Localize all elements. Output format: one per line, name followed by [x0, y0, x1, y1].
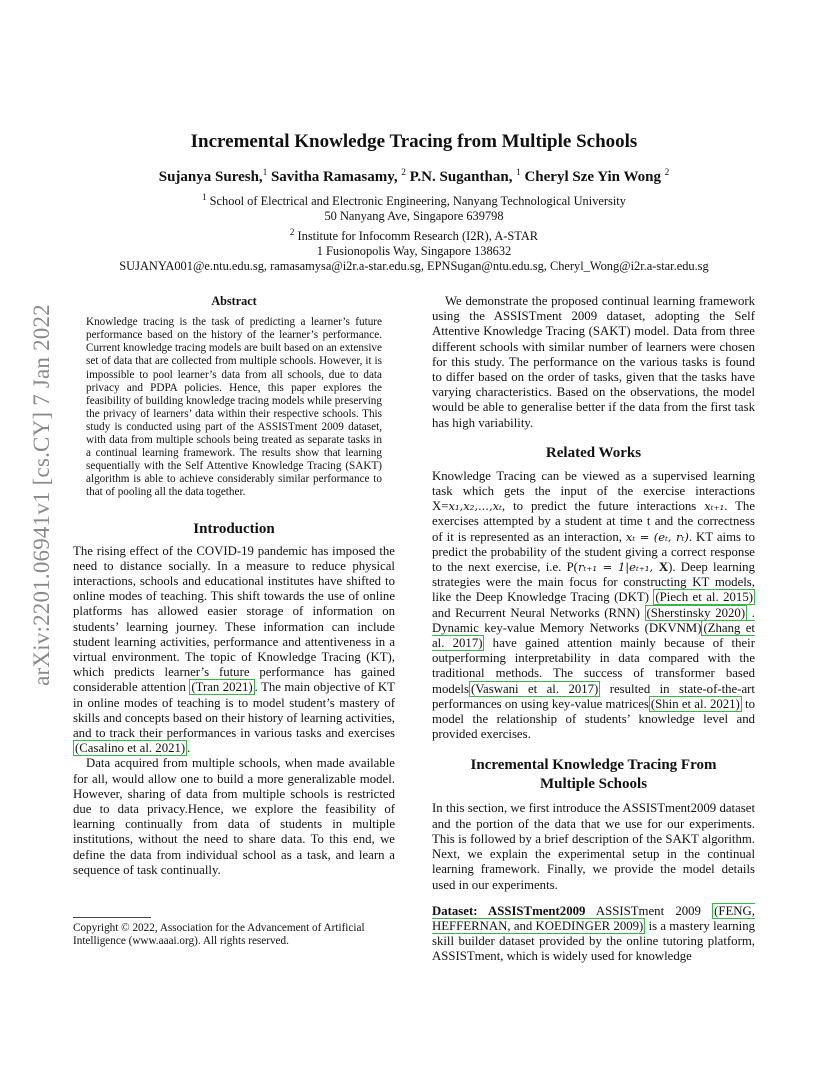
arxiv-identifier: [22, 295, 62, 695]
text-run: . The main objective of KT in online modes of teaching is to model student’s mastery of skills and concepts based on their history of learning activities, and to track their performances in various tasks and exercises: [73, 680, 395, 740]
intro-paragraph-1: [73, 544, 395, 757]
text-run: .: [187, 741, 191, 756]
text-run: . Dynamic key-value Memory Networks (DKVNM): [432, 605, 755, 635]
text-run: is a mastery learning skill builder dataset provided by the online tutoring platform, ASSISTment, which is widely used for knowledge: [432, 918, 755, 964]
dataset-label: Dataset: ASSISTment2009: [432, 903, 586, 918]
math-run: xₜ = (eₜ, rₜ): [625, 529, 689, 544]
footnote-text: Copyright © 2022, Association for the Advancement of Artificial Intelligence (www.aaai.org). All rights reserved.: [73, 922, 365, 948]
right-column: [432, 294, 755, 965]
footnote-rule: [73, 917, 151, 918]
text-run: ASSISTment 2009: [585, 903, 713, 918]
text-run: resulted in state-of-the-art performances on using key-value matrices: [432, 681, 755, 711]
affiliation-line: 1 Fusionopolis Way, Singapore 138632: [316, 243, 512, 258]
author-name: P.N. Suganthan,: [405, 169, 517, 185]
incremental-heading: [432, 756, 755, 794]
abstract-heading: Abstract: [211, 294, 257, 308]
math-bold: X: [658, 560, 669, 575]
affil-mark: 1: [202, 192, 207, 202]
affil-mark: 2: [664, 167, 670, 177]
intro-paragraph-2: Data acquired from multiple schools, when made available for all, would allow one to build a more generalizable model. However, sharing of data from multiple schools is restricted due to data privacy.Hence, we explore the feasibility of learning continually from data of students in multiple institutions, without the need to share data. To this end, we define the data from individual school as a task, and learn a sequence of task continually.: [73, 756, 395, 877]
citation-link[interactable]: (FENG, HEFFERNAN, and KOEDINGER 2009): [432, 903, 755, 933]
incremental-paragraph: In this section, we first introduce the ASSISTment2009 dataset and the portion of the data that we use for our experiments. This is followed by a brief description of the SAKT algorithm. Next, we explain the experimental setup in the continual learning framework. Finally, we provide the model details used in our experiments.: [432, 801, 755, 892]
author-name: Savitha Ramasamy,: [267, 169, 402, 185]
math-run: xₜ₊₁: [704, 499, 725, 514]
citation-link[interactable]: (Casalino et al. 2021): [75, 741, 186, 756]
affil-mark: 2: [401, 167, 406, 177]
copyright-footnote: [73, 917, 395, 949]
text-run: . The exercises attempted by a student at time t and the correctness of it is represented as an interaction,: [432, 499, 756, 544]
citation-link[interactable]: (Vaswani et al. 2017): [470, 681, 599, 696]
heading-line: Incremental Knowledge Tracing From: [470, 757, 717, 774]
dataset-paragraph: [432, 904, 755, 965]
text-run: . KT aims to predict the probability of the student giving a correct response to the next exercise, i.e. P(: [432, 529, 755, 575]
text-run: and Recurrent Neural Networks (RNN): [432, 605, 645, 620]
affiliation-line: [0, 190, 828, 209]
heading-line: Multiple Schools: [539, 776, 648, 793]
citation-link[interactable]: (Piech et al. 2015): [655, 590, 753, 605]
affil-mark: 1: [262, 167, 268, 177]
affil-mark: 1: [516, 167, 521, 177]
paper-title: Incremental Knowledge Tracing from Multiple Schools: [190, 131, 638, 152]
citation-link[interactable]: (Tran 2021): [191, 680, 253, 695]
text-run: The rising effect of the COVID-19 pandemic has imposed the need to distance socially. In a measure to reduce physical interactions, schools and educational institutes have shifted to online modes of teaching. This shift towards the use of online platforms has allowed easier storage of information on students’ learning journey. These information can include student learning activities, performance and attentiveness in a virtual environment. The topic of Knowledge Tracing (KT), which predicts learner’s future performance has gained considerable attention: [73, 543, 395, 695]
text-run: have gained attention mainly because of their outperforming interpretability in data compared with the traditional methods. The success of transformer based models: [432, 636, 755, 696]
related-works-paragraph: [432, 469, 755, 743]
author-list: [0, 167, 828, 186]
citation-link[interactable]: (Shin et al. 2021): [650, 696, 740, 711]
text-run: , to predict the future interactions: [501, 499, 705, 514]
citation-link[interactable]: (Zhang et al. 2017): [432, 620, 755, 651]
affil-text: Institute for Infocomm Research (I2R), A-STAR: [294, 228, 539, 243]
author-name: Cheryl Sze Yin Wong: [520, 169, 665, 185]
math-run: rₜ₊₁ = 1|eₜ₊₁,: [577, 560, 659, 575]
math-run: x₁,x₂,...,xₜ: [448, 499, 502, 514]
right-intro-paragraph: We demonstrate the proposed continual learning framework using the ASSISTment 2009 dataset, adopting the Self Attentive Knowledge Tracing (SAKT) model. Data from three different schools with similar number of learners were chosen for this study. The performance on the various tasks is found to differ based on the order of tasks, given that the tasks have varying characteristics. Based on the observations, the model would be able to generalise better if the data from the first task has high variability.: [432, 294, 755, 430]
abstract-body: Knowledge tracing is the task of predicting a learner’s future performance based on the history of the learner’s performance. Current knowledge tracing models are built based on an extensive set of data that are collected from multiple schools. However, it is impossible to pool learner’s data from all schools, due to data privacy and PDPA policies. Hence, this paper explores the feasibility of building knowledge tracing models while preserving the privacy of learners’ data within their respective schools. This study is conducted using part of the ASSISTment 2009 dataset, with data from multiple schools being treated as separate tasks in a continual learning framework. The results show that learning sequentially with the Self Attentive Knowledge Tracing (SAKT) algorithm is able to achieve considerably similar performance to that of pooling all the data together.: [86, 316, 382, 499]
related-works-heading: Related Works: [545, 444, 642, 461]
arxiv-id-text: arXiv:2201.06941v1 [cs.CY] 7 Jan 2022: [29, 304, 54, 686]
author-name: Sujanya Suresh,: [158, 169, 263, 185]
text-run: ). Deep learning strategies were the main focus for constructing KT models, like the Deep Knowledge Tracing (DKT): [432, 560, 755, 605]
left-column: [73, 294, 395, 878]
affiliation-line: [0, 225, 828, 244]
affil-mark: 2: [289, 226, 295, 237]
affiliation-line: 50 Nanyang Ave, Singapore 639798: [324, 209, 504, 224]
text-run: to model the relationship of students’ knowledge level and provided exercises.: [432, 696, 755, 742]
introduction-heading: Introduction: [193, 520, 275, 537]
citation-link[interactable]: (Sherstinsky 2020): [646, 605, 746, 620]
affiliations: [0, 190, 828, 274]
text-run: Knowledge Tracing can be viewed as a supervised learning task which gets the input of the exercise interactions X=: [432, 468, 755, 514]
email-line: SUJANYA001@e.ntu.edu.sg, ramasamysa@i2r.a-star.edu.sg, EPNSugan@ntu.edu.sg, Cheryl_Wong@i2r.a-star.edu.sg: [119, 259, 709, 274]
affil-text: School of Electrical and Electronic Engineering, Nanyang Technological University: [206, 194, 626, 209]
